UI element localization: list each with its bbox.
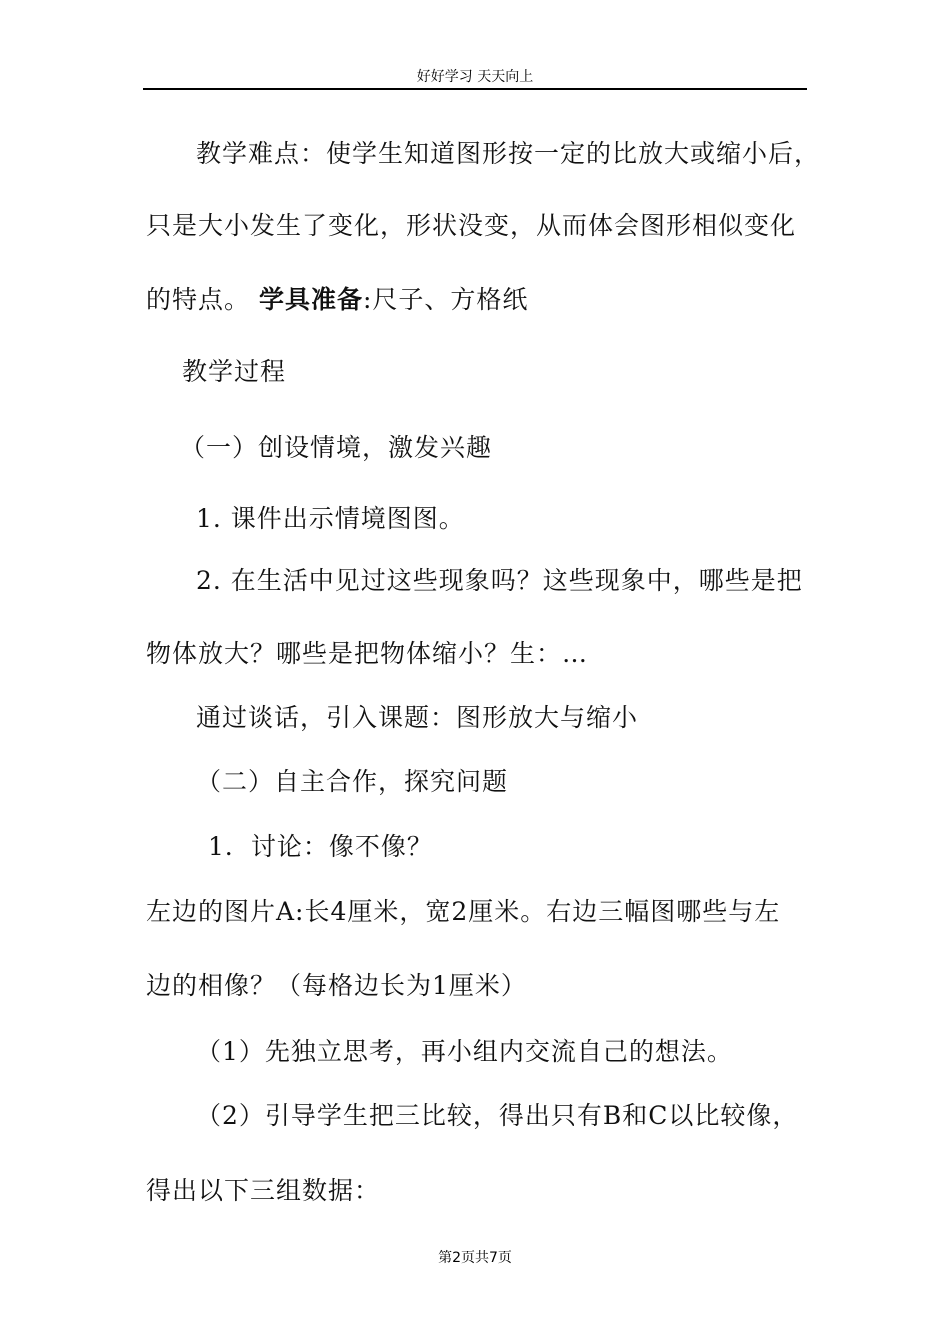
intro-line: 通过谈话，引入课题：图形放大与缩小 (196, 703, 639, 732)
difficulty-line-2: 只是大小发生了变化，形状没变，从而体会图形相似变化 (146, 211, 797, 240)
process-heading: 教学过程 (182, 357, 287, 386)
difficulty-line-1: 教学难点：使学生知道图形按一定的比放大或缩小后， (196, 139, 821, 168)
page-header: 好好学习 天天向上 (416, 69, 534, 85)
step-2-line-2: 得出以下三组数据： (146, 1176, 381, 1205)
discuss-line: 1．讨论：像不像？ (208, 832, 433, 861)
picture-line-1: 左边的图片A:长4厘米，宽2厘米。右边三幅图哪些与左 (146, 897, 781, 926)
header-rule (143, 88, 807, 90)
section-1-heading: （一）创设情境，激发兴趣 (180, 433, 493, 462)
difficulty-line-3-text: 的特点。 (146, 285, 259, 314)
item-1: 1. 课件出示情境图图。 (196, 504, 465, 533)
item-2-line-2: 物体放大？哪些是把物体缩小？生：… (146, 639, 589, 668)
picture-line-2: 边的相像？（每格边长为1厘米） (146, 971, 527, 1000)
difficulty-line-3 (146, 284, 528, 316)
step-1: （1）先独立思考，再小组内交流自己的想法。 (196, 1037, 733, 1066)
item-2-line-1: 2. 在生活中见过这些现象吗？这些现象中，哪些是把 (196, 566, 803, 595)
tools-label: 学具准备 (258, 285, 363, 314)
page-footer: 第2页共7页 (438, 1250, 512, 1266)
step-2-line-1: （2）引导学生把三比较，得出只有B和C以比较像， (196, 1101, 799, 1130)
tools-list: :尺子、方格纸 (362, 285, 529, 314)
section-2-heading: （二）自主合作，探究问题 (196, 767, 509, 796)
